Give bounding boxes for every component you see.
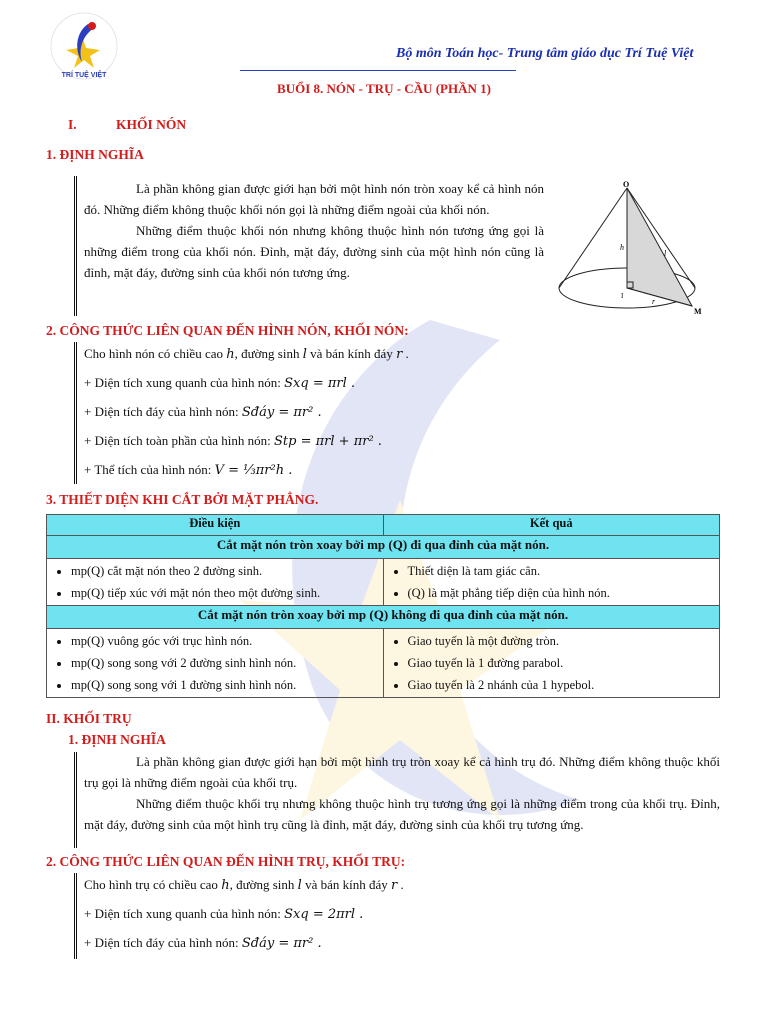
col-result: Kết quả <box>383 515 720 536</box>
list-item: • (Q) là mặt phẳng tiếp diện của hình nón. <box>408 582 714 604</box>
cylinder-def-p2: Những điểm thuộc khối trụ nhưng không thuộc hình trụ tương ứng gọi là những điểm trong của khối trụ. Đỉnh, mặt đáy, đường sinh của một hình trụ cũng là đỉnh, mặt đáy, đường sinh của khối trụ tương ứng. <box>84 796 720 832</box>
part1-number: I. <box>68 117 77 132</box>
label-slant: l <box>664 249 667 258</box>
list-item: • mp(Q) song song với 2 đường sinh hình nón. <box>71 652 377 674</box>
label-center: I <box>621 292 624 300</box>
list-item: • Giao tuyến là một đường tròn. <box>408 630 714 652</box>
list-item: • mp(Q) song song với 1 đường sinh hình nón. <box>71 674 377 696</box>
cone-base-area: + Diện tích đáy của hình nón: Sđáy = πr² . <box>84 404 322 420</box>
label-radius: r <box>652 297 656 306</box>
page-title: BUỔI 8. NÓN - TRỤ - CẦU (PHẦN 1) <box>277 81 491 96</box>
section-bar <box>74 176 77 316</box>
label-height: h <box>620 243 624 252</box>
list-item: • mp(Q) cắt mặt nón theo 2 đường sinh. <box>71 560 377 582</box>
cone-total-area: + Diện tích toàn phần của hình nón: Stp = πrl + πr² . <box>84 433 382 449</box>
case1-title: Cắt mặt nón tròn xoay bởi mp (Q) đi qua đỉnh của mặt nón. <box>47 536 720 559</box>
case2-title: Cắt mặt nón tròn xoay bởi mp (Q) không đi qua đỉnh của mặt nón. <box>47 606 720 629</box>
cone-volume: + Thể tích của hình nón: V = ⅓πr²h . <box>84 462 293 478</box>
cone-def-p1: Là phần không gian được giới hạn bởi một hình nón tròn xoay kể cả hình nón đó. Những điểm không thuộc khối nón gọi là những điểm ngoài của khối nón. <box>84 181 544 217</box>
section-bar <box>74 873 77 959</box>
label-point: M <box>694 307 702 316</box>
part1-s2-heading: 2. CÔNG THỨC LIÊN QUAN ĐẾN HÌNH NÓN, KHỐI NÓN: <box>46 323 409 338</box>
part2-s1-heading: 1. ĐỊNH NGHĨA <box>68 732 166 747</box>
cone-formulas <box>84 343 409 488</box>
cone-formula-intro: Cho hình nón có chiều cao h, đường sinh l và bán kính đáy r . <box>84 346 409 362</box>
section-bar <box>74 342 77 484</box>
part1-s1-heading: 1. ĐỊNH NGHĨA <box>46 147 144 162</box>
cone-figure <box>552 178 738 318</box>
part1-heading: KHỐI NÓN <box>116 117 187 132</box>
cylinder-def-p1: Là phần không gian được giới hạn bởi một hình trụ tròn xoay kể cả hình trụ đó. Những điểm không thuộc khối trụ gọi là những điểm ngoài của khối trụ. <box>84 754 720 790</box>
cylinder-formula-intro: Cho hình trụ có chiều cao h, đường sinh l và bán kính đáy r . <box>84 877 404 893</box>
list-item: • Giao tuyến là 2 nhánh của 1 hypebol. <box>408 674 714 696</box>
part2-s2-heading: 2. CÔNG THỨC LIÊN QUAN ĐẾN HÌNH TRỤ, KHỐI TRỤ: <box>46 854 406 869</box>
header-divider <box>240 70 516 71</box>
center-name: Bộ môn Toán học- Trung tâm giáo dục Trí Tuệ Việt <box>396 46 694 61</box>
cylinder-formulas <box>84 874 404 961</box>
logo-icon <box>48 10 120 82</box>
part1-s3-heading: 3. THIẾT DIỆN KHI CẮT BỞI MẶT PHẲNG. <box>46 492 319 507</box>
cone-def-p2: Những điểm thuộc khối nón nhưng không thuộc hình nón tương ứng gọi là những điểm trong của khối nón. Đỉnh, mặt đáy, đường sinh của một hình nón cũng là đỉnh, mặt đáy, đường sinh của khối nón tương ứng. <box>84 223 544 280</box>
list-item: • mp(Q) vuông góc với trục hình nón. <box>71 630 377 652</box>
section-bar <box>74 752 77 848</box>
logo-text: TRÍ TUỆ VIỆT <box>61 72 107 79</box>
part2-heading: II. KHỐI TRỤ <box>46 711 132 726</box>
cone-definition <box>84 178 544 283</box>
list-item: • Thiết diện là tam giác cân. <box>408 560 714 582</box>
cylinder-lateral-area: + Diện tích xung quanh của hình nón: Sxq = 2πrl . <box>84 906 364 922</box>
label-apex: O <box>623 180 630 189</box>
list-item: • Giao tuyến là 1 đường parabol. <box>408 652 714 674</box>
cross-section-table <box>46 514 720 698</box>
cone-lateral-area: + Diện tích xung quanh của hình nón: Sxq = πrl . <box>84 375 356 391</box>
col-condition: Điều kiện <box>47 515 384 536</box>
list-item: • mp(Q) tiếp xúc với mặt nón theo một đường sinh. <box>71 582 377 604</box>
cylinder-base-area: + Diện tích đáy của hình nón: Sđáy = πr² . <box>84 935 322 951</box>
cylinder-definition <box>84 751 720 835</box>
